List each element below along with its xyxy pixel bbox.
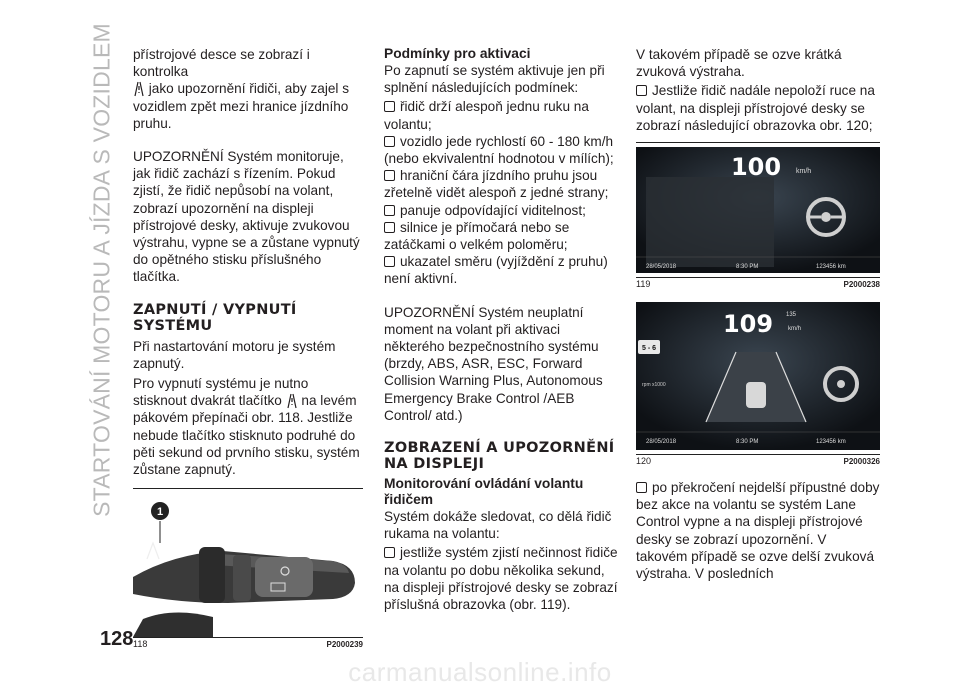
display-time: 8:30 PM [736, 439, 759, 446]
section-side-title [84, 23, 120, 517]
list-item: panuje odpovídající viditelnost; [384, 202, 620, 219]
column-3 [636, 46, 880, 582]
figure-number: 120 [636, 455, 652, 466]
figure-120 [636, 302, 880, 466]
figure-code: P2000238 [843, 279, 880, 289]
divider [636, 142, 880, 143]
paragraph-warning: UPOZORNĚNÍ Systém neuplatní moment na volant při aktivaci některého bezpečnostního systému (brzdy, ABS, ASR, ESC, Forward Collision Warning Plus, Autonomous Emergency Brake Control /AEB Control/ atd.) [384, 304, 603, 423]
figure-number: 119 [636, 278, 651, 289]
gear-indicator: 5 - 6 [641, 345, 657, 353]
heading-display: ZOBRAZENÍ A UPOZORNĚNÍ NA DISPLEJI [384, 440, 615, 473]
paragraph-turn-off: Pro vypnutí systému je nutno stisknout dvakrát tlačítko na levém pákovém přepínači obr. 118. Jestliže nebude tlačítko stisknuto podruhé do pěti sekund od prvního stisku, systém zůstane zapnutý. [133, 376, 360, 478]
figure-119 [636, 147, 880, 289]
checkbox-bullet-icon [384, 170, 395, 181]
heading-on-off: ZAPNUTÍ / VYPNUTÍ SYSTÉMU [133, 301, 297, 334]
figure-118 [133, 499, 363, 650]
heading-monitoring: Monitorování ovládání volantu řidičem [384, 476, 584, 508]
column-2 [384, 46, 620, 613]
figure-code: P2000326 [843, 456, 880, 466]
lane-warning-icon [134, 81, 144, 97]
list-item: řidič drží alespoň jednu ruku na volantu; [384, 99, 589, 132]
checkbox-bullet-icon [384, 547, 395, 558]
list-item: Jestliže řidič nadále nepoloží ruce na volant, na displeji přístrojové desky se zobrazí následující obrazovka obr. 120; [636, 83, 875, 133]
display-odometer: 123456 km [816, 439, 846, 446]
checkbox-bullet-icon [384, 205, 395, 216]
checkbox-bullet-icon [636, 85, 647, 96]
speed-value: 109 [722, 310, 774, 339]
display-date: 28/05/2018 [646, 264, 677, 271]
checkbox-bullet-icon [384, 136, 395, 147]
checkbox-bullet-icon [384, 101, 395, 112]
stalk-illustration [133, 499, 363, 637]
paragraph-start: Při nastartování motoru je systém zapnutý. [133, 338, 336, 371]
cluster-display-screen [636, 302, 880, 450]
checkbox-bullet-icon [384, 256, 395, 267]
checkbox-bullet-icon [384, 222, 395, 233]
cluster-display-screen [636, 147, 880, 273]
list-item: po překročení nejdelší přípustné doby bez akce na volantu se systém Lane Control vypne a na displeji přístrojové desky se zobrazí upozornění. V takovém případě se ozve delší zvuková výstraha. V posledních [636, 480, 880, 582]
page-number: 128 [100, 628, 134, 650]
list-item: vozidlo jede rychlostí 60 - 180 km/h (nebo ekvivalentní hodnotou v mílích); [384, 133, 614, 167]
checkbox-bullet-icon [636, 482, 647, 493]
paragraph-warning: UPOZORNĚNÍ Systém monitoruje, jak řidič zachází s řízením. Pokud zjistí, že řidič nepůsobí na volant, zobrazí upozornění na displeji přístrojové desky, aktivuje zvukovou výstrahu, vypne se a zůstane vypnutý do opětného stisku příslušného tlačítka. [133, 149, 360, 285]
display-date: 28/05/2018 [646, 439, 677, 446]
speed-value: 100 [730, 153, 782, 182]
list-item: ukazatel směru (vyjíždění z pruhu) není aktivní. [384, 254, 608, 287]
display-odometer: 123456 km [816, 264, 846, 271]
heading-conditions: Podmínky pro aktivaci [384, 46, 531, 61]
list-item: silnice je přímočará nebo se zatáčkami o velkém poloměru; [384, 219, 570, 253]
paragraph-short-alert: V takovém případě se ozve krátká zvuková výstraha. [636, 47, 842, 80]
column-1 [133, 46, 363, 650]
speed-unit: km/h [796, 168, 812, 176]
divider [133, 488, 363, 489]
speed-limit: 135 [786, 312, 797, 319]
paragraph-lane-indicator: přístrojové desce se zobrazí i kontrolka jako upozornění řidiči, aby zajel s vozidlem zpět mezi hranice jízdního pruhu. [133, 47, 350, 131]
paragraph-detect: Systém dokáže sledovat, co dělá řidič rukama na volantu: [384, 509, 612, 542]
figure-code: P2000239 [326, 640, 363, 650]
list-item: hraniční čára jízdního pruhu jsou zřetelně vidět alespoň z jedné strany; [384, 168, 609, 201]
speed-unit: km/h [788, 326, 802, 333]
watermark-footer: carmanualsonline.info [348, 657, 612, 687]
figure-number: 118 [133, 639, 148, 650]
rpm-label: rpm x1000 [642, 382, 666, 389]
list-item: jestliže systém zjistí nečinnost řidiče na volantu po dobu několika sekund, na displeji přístrojové desky se zobrazí příslušná obrazovka (obr. 119). [384, 545, 618, 613]
lane-control-button-icon [287, 393, 297, 409]
paragraph-conditions-intro: Po zapnutí se systém aktivuje jen při splnění následujících podmínek: [384, 63, 605, 96]
figure-badge: 1 [156, 506, 164, 519]
side-title-text: STARTOVÁNÍ MOTORU A JÍZDA S VOZIDLEM [88, 23, 115, 517]
display-time: 8:30 PM [736, 264, 759, 271]
